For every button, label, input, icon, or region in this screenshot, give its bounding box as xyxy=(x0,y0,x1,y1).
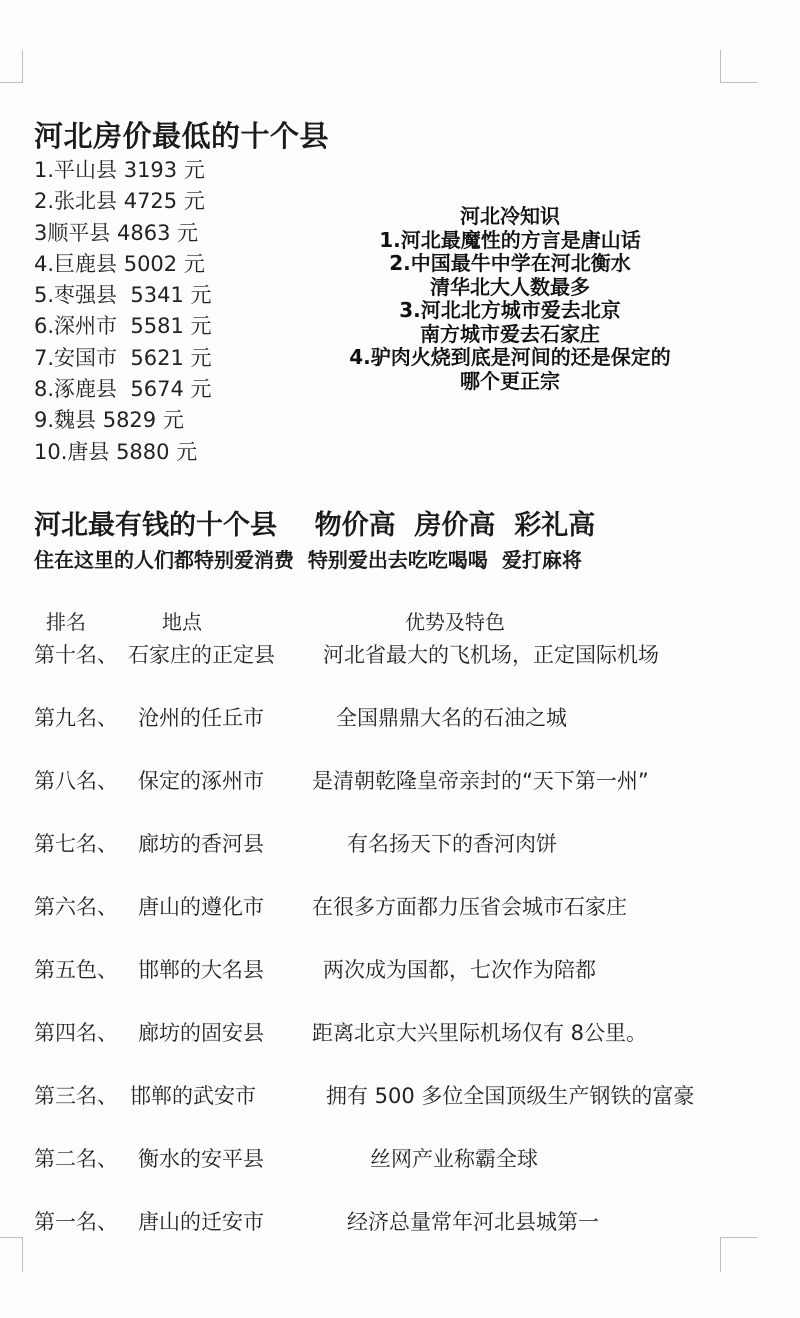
list-item: 2.张北县 4725 元 xyxy=(34,189,205,214)
rank-cell: 第十名、 xyxy=(34,643,118,667)
crop-mark-top-right xyxy=(720,50,757,83)
richest-counties-subtitle: 住在这里的人们都特别爱消费 特别爱出去吃吃喝喝 爱打麻将 xyxy=(34,548,582,572)
list-item: 10.唐县 5880 元 xyxy=(34,439,198,464)
rank-cell: 第五色、 xyxy=(34,958,118,982)
trivia-block xyxy=(300,205,720,393)
list-item: 6.深州市 5581 元 xyxy=(34,314,212,339)
place-cell: 邯郸的大名县 xyxy=(138,958,264,982)
trivia-line: 2.中国最牛中学在河北衡水 xyxy=(389,251,631,275)
feature-cell: 经济总量常年河北县城第一 xyxy=(347,1210,599,1234)
place-cell: 廊坊的固安县 xyxy=(138,1021,264,1045)
rank-cell: 第二名、 xyxy=(34,1147,118,1171)
feature-cell: 在很多方面都力压省会城市石家庄 xyxy=(312,895,627,919)
list-item: 1.平山县 3193 元 xyxy=(34,158,205,182)
place-cell: 保定的涿州市 xyxy=(138,769,264,793)
place-cell: 唐山的迁安市 xyxy=(138,1210,264,1234)
crop-mark-top-left xyxy=(0,50,23,83)
list-item: 5.枣强县 5341 元 xyxy=(34,283,212,308)
list-item: 8.涿鹿县 5674 元 xyxy=(34,377,212,402)
rank-cell: 第四名、 xyxy=(34,1021,118,1045)
feature-cell: 两次成为国都，七次作为陪都 xyxy=(323,958,596,982)
feature-cell: 丝网产业称霸全球 xyxy=(370,1147,538,1171)
trivia-line: 哪个更正宗 xyxy=(460,368,560,393)
trivia-line: 3.河北北方城市爱去北京 xyxy=(399,298,621,322)
rank-cell: 第九名、 xyxy=(34,706,118,730)
cheapest-counties-title: 河北房价最低的十个县 xyxy=(34,119,330,153)
cheapest-counties-list xyxy=(34,155,212,468)
table-row xyxy=(0,702,800,732)
table-row xyxy=(0,954,800,984)
rank-cell: 第八名、 xyxy=(34,769,118,793)
crop-mark-bottom-left xyxy=(0,1237,23,1272)
trivia-line: 南方城市爱去石家庄 xyxy=(420,321,600,346)
feature-cell: 河北省最大的飞机场，正定国际机场 xyxy=(323,643,659,667)
table-row xyxy=(0,639,800,669)
place-cell: 衡水的安平县 xyxy=(138,1147,264,1171)
rank-cell: 第三名、 xyxy=(34,1084,118,1108)
place-cell: 石家庄的正定县 xyxy=(128,643,275,667)
table-row xyxy=(0,1206,800,1236)
feature-cell: 距离北京大兴里际机场仅有 8公里。 xyxy=(312,1021,648,1045)
table-row xyxy=(0,1143,800,1173)
list-item: 4.巨鹿县 5002 元 xyxy=(34,251,205,276)
table-row xyxy=(0,1080,800,1110)
rank-cell: 第六名、 xyxy=(34,895,118,919)
place-cell: 唐山的遵化市 xyxy=(138,895,264,919)
feature-cell: 拥有 500 多位全国顶级生产钢铁的富豪 xyxy=(326,1084,695,1108)
table-row xyxy=(0,828,800,858)
table-row xyxy=(0,1017,800,1047)
list-item: 7.安国市 5621 元 xyxy=(34,345,212,370)
place-cell: 沧州的任丘市 xyxy=(138,706,264,730)
list-item: 3顺平县 4863 元 xyxy=(34,220,199,245)
trivia-line: 1.河北最魔性的方言是唐山话 xyxy=(379,227,641,252)
place-cell: 邯郸的武安市 xyxy=(130,1084,256,1108)
column-header-place: 地点 xyxy=(162,610,202,634)
column-header-feature: 优势及特色 xyxy=(405,610,505,634)
feature-cell: 是清朝乾隆皇帝亲封的“天下第一州” xyxy=(312,769,649,793)
feature-cell: 有名扬天下的香河肉饼 xyxy=(347,832,557,856)
feature-cell: 全国鼎鼎大名的石油之城 xyxy=(336,706,567,730)
table-row xyxy=(0,891,800,921)
trivia-title: 河北冷知识 xyxy=(460,204,560,228)
list-item: 9.魏县 5829 元 xyxy=(34,408,184,433)
column-header-rank: 排名 xyxy=(46,610,86,634)
trivia-line: 4.驴肉火烧到底是河间的还是保定的 xyxy=(349,345,671,369)
rank-cell: 第一名、 xyxy=(34,1210,118,1234)
table-row xyxy=(0,765,800,795)
trivia-line: 清华北大人数最多 xyxy=(430,274,590,299)
crop-mark-bottom-right xyxy=(720,1237,757,1272)
place-cell: 廊坊的香河县 xyxy=(138,832,264,856)
richest-counties-title: 河北最有钱的十个县 物价高 房价高 彩礼高 xyxy=(34,510,596,541)
rank-cell: 第七名、 xyxy=(34,832,118,856)
